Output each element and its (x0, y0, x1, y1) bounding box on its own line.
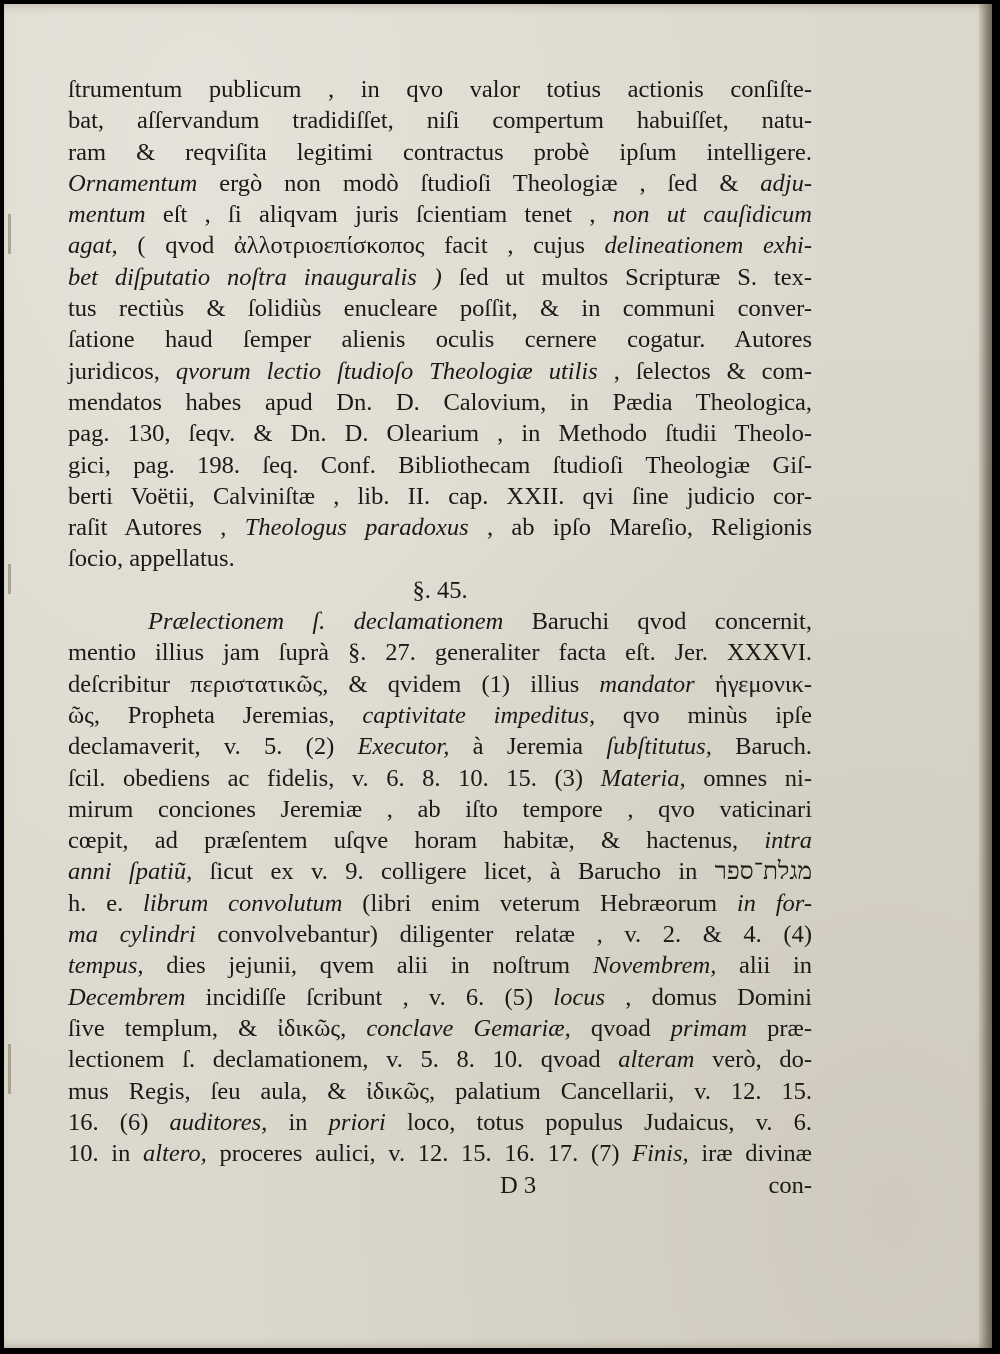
italic-text-segment: non ut cauſidicum (612, 201, 812, 229)
text-segment: pag. 130, ſeqv. & Dn. D. Olearium , in Methodo ſtudii Theolo- (68, 420, 812, 448)
margin-mark (8, 1044, 11, 1094)
italic-text-segment: Theologus paradoxus (244, 514, 469, 542)
text-line (68, 982, 812, 1013)
margin-mark (8, 564, 11, 594)
signature-mark: D 3 (500, 1172, 537, 1199)
italic-text-segment: anni ſpatiũ, (68, 858, 193, 886)
italic-text-segment: mentum (68, 201, 146, 229)
text-segment: præ- (747, 1014, 813, 1042)
italic-text-segment: ſubſtitutus, (606, 733, 712, 761)
italic-text-segment: Prælectionem ſ. declamationem (148, 608, 504, 636)
text-segment: ſocio, appellatus. (68, 545, 235, 573)
text-segment: berti Voëtii, Calviniſtæ , lib. II. cap. XXII. qvi ſine judicio cor- (68, 482, 812, 510)
text-line (68, 700, 812, 731)
text-segment: convolvebantur) diligenter relatæ , v. 2. & 4. (4) (195, 921, 812, 949)
body-text (68, 74, 812, 1169)
margin-mark (8, 214, 11, 254)
text-segment: mendatos habes apud Dn. D. Calovium, in Pædia Theologica, (68, 388, 812, 416)
text-line (68, 387, 812, 418)
italic-text-segment: Ornamentum (68, 169, 198, 197)
text-segment: ſive templum, & ἰδικῶς, (68, 1014, 367, 1042)
italic-text-segment: Decembrem (68, 983, 186, 1011)
text-segment: tus rectiùs & ſolidiùs enucleare poſſit, & in communi conver- (68, 295, 812, 323)
text-segment: ſatione haud ſemper alienis oculis cernere cogatur. Autores (68, 326, 812, 354)
text-segment: ſicut ex v. 9. colligere licet, à Barucho in מגלת־ספר (192, 858, 812, 886)
italic-text-segment: primam (670, 1014, 748, 1042)
text-segment: 10. in (68, 1140, 144, 1168)
italic-text-segment: conclave Gemariæ, (366, 1014, 571, 1042)
text-segment: mus Regis, ſeu aula, & ἰδικῶς, palatium Cancellarii, v. 12. 15. (68, 1077, 812, 1105)
text-segment: (libri enim veterum Hebræorum (342, 889, 737, 917)
text-segment: proceres aulici, v. 12. 15. 16. 17. (7) (206, 1140, 633, 1168)
text-line (68, 356, 812, 387)
text-segment: ergò non modò ſtudioſi Theologiæ , ſed & (197, 169, 761, 197)
italic-text-segment: priori (328, 1108, 386, 1136)
text-line (68, 1013, 812, 1044)
text-segment: h. e. (68, 889, 144, 917)
text-segment: à Jeremia (449, 733, 607, 761)
text-line (68, 856, 812, 887)
text-segment: §. 45. (412, 576, 468, 604)
page-footer (68, 1172, 812, 1204)
text-line (68, 293, 812, 324)
text-line (68, 1138, 812, 1169)
text-segment: incidiſſe ſcribunt , v. 6. (5) (185, 983, 554, 1011)
text-line (68, 606, 812, 637)
section-heading (68, 575, 812, 606)
text-line (68, 669, 812, 700)
text-segment: qvoad (570, 1014, 671, 1042)
text-line (68, 324, 812, 355)
text-segment: juridicos, (68, 357, 176, 385)
italic-text-segment: librum convolutum (143, 889, 343, 917)
text-segment: bat, aſſervandum tradidiſſet, niſi compertum habuiſſet, natu- (68, 107, 812, 135)
text-segment: omnes ni- (685, 764, 812, 792)
text-line (68, 543, 812, 574)
text-line (68, 1107, 812, 1138)
text-segment: ram & reqviſita legitimi contractus probè ipſum intelligere. (68, 138, 812, 166)
text-segment: eſt , ſi aliqvam juris ſcientiam tenet , (145, 201, 613, 229)
text-segment: lectionem ſ. declamationem, v. 5. 8. 10. qvoad (68, 1046, 619, 1074)
text-segment: ἡγεμονικ- (694, 670, 812, 698)
text-segment: , ab ipſo Mareſio, Religionis (468, 514, 812, 542)
text-line (68, 418, 812, 449)
text-segment: , domus Domini (605, 983, 812, 1011)
italic-text-segment: bet diſputatio noſtra inauguralis ) (68, 263, 442, 291)
text-segment: ῶς, Propheta Jeremias, (68, 701, 363, 729)
italic-text-segment: qvorum lectio ſtudioſo Theologiæ utilis (175, 357, 598, 385)
italic-text-segment: delineationem exhi- (604, 232, 812, 260)
italic-text-segment: Materia, (600, 764, 686, 792)
text-segment: iræ divinæ (688, 1140, 813, 1168)
text-line (68, 168, 812, 199)
catchword: con- (768, 1172, 812, 1199)
text-line (68, 731, 812, 762)
text-line (68, 137, 812, 168)
text-line (68, 199, 812, 230)
text-line (68, 450, 812, 481)
italic-text-segment: locus (553, 983, 606, 1011)
text-line (68, 763, 812, 794)
text-line (68, 230, 812, 261)
text-segment: mentio illius jam ſuprà §. 27. generaliter facta eſt. Jer. XXXVI. (68, 639, 812, 667)
book-page (4, 4, 992, 1348)
italic-text-segment: adju- (760, 169, 812, 197)
text-line (68, 512, 812, 543)
text-segment: dies jejunii, qvem alii in noſtrum (143, 952, 593, 980)
italic-text-segment: Finis, (632, 1140, 689, 1168)
text-line (68, 481, 812, 512)
italic-text-segment: Executor, (357, 733, 450, 761)
text-line (68, 262, 812, 293)
text-segment: mirum conciones Jeremiæ , ab iſto tempore , qvo vaticinari (68, 795, 812, 823)
text-segment: raſit Autores , (68, 514, 245, 542)
text-line (68, 1044, 812, 1075)
italic-text-segment: mandator (599, 670, 695, 698)
text-line (68, 825, 812, 856)
text-segment: cœpit, ad præſentem uſqve horam habitæ, & hactenus, (68, 827, 765, 855)
text-line (68, 919, 812, 950)
text-segment: qvo minùs ipſe (595, 701, 812, 729)
text-segment: Baruchi qvod concernit, (503, 608, 812, 636)
text-segment: , ſelectos & com- (597, 357, 812, 385)
text-line (68, 950, 812, 981)
italic-text-segment: ma cylindri (68, 921, 196, 949)
italic-text-segment: tempus, (68, 952, 144, 980)
text-line (68, 637, 812, 668)
text-segment: verò, do- (694, 1046, 812, 1074)
text-segment: in (267, 1108, 329, 1136)
italic-text-segment: Novembrem, (592, 952, 717, 980)
text-segment: ſcil. obediens ac fidelis, v. 6. 8. 10. 15. (3) (68, 764, 601, 792)
text-segment: alii in (716, 952, 812, 980)
text-line (68, 105, 812, 136)
italic-text-segment: in for- (736, 889, 812, 917)
text-line (68, 74, 812, 105)
italic-text-segment: alteram (618, 1046, 695, 1074)
text-segment: ( qvod ἀλλοτριοεπίσκοπος facit , cujus (117, 232, 605, 260)
italic-text-segment: altero, (143, 1140, 207, 1168)
italic-text-segment: agat, (68, 232, 118, 260)
text-segment: 16. (6) (68, 1108, 170, 1136)
italic-text-segment: intra (764, 827, 812, 855)
text-segment: declamaverit, v. 5. (2) (68, 733, 358, 761)
text-segment: ſed ut multos Scripturæ S. tex- (441, 263, 813, 291)
text-segment: deſcribitur περιστατικῶς, & qvidem (1) illius (68, 670, 600, 698)
text-segment: loco, totus populus Judaicus, v. 6. (385, 1108, 812, 1136)
text-line (68, 794, 812, 825)
text-segment: ſtrumentum publicum , in qvo valor totius actionis conſiſte- (68, 76, 812, 103)
text-segment: gici, pag. 198. ſeq. Conf. Bibliothecam ſtudioſi Theologiæ Giſ- (68, 451, 812, 479)
italic-text-segment: captivitate impeditus, (362, 701, 596, 729)
text-line (68, 1076, 812, 1107)
text-segment: Baruch. (711, 733, 812, 761)
italic-text-segment: auditores, (169, 1108, 268, 1136)
text-line (68, 888, 812, 919)
page-edge-shadow (979, 4, 992, 1348)
